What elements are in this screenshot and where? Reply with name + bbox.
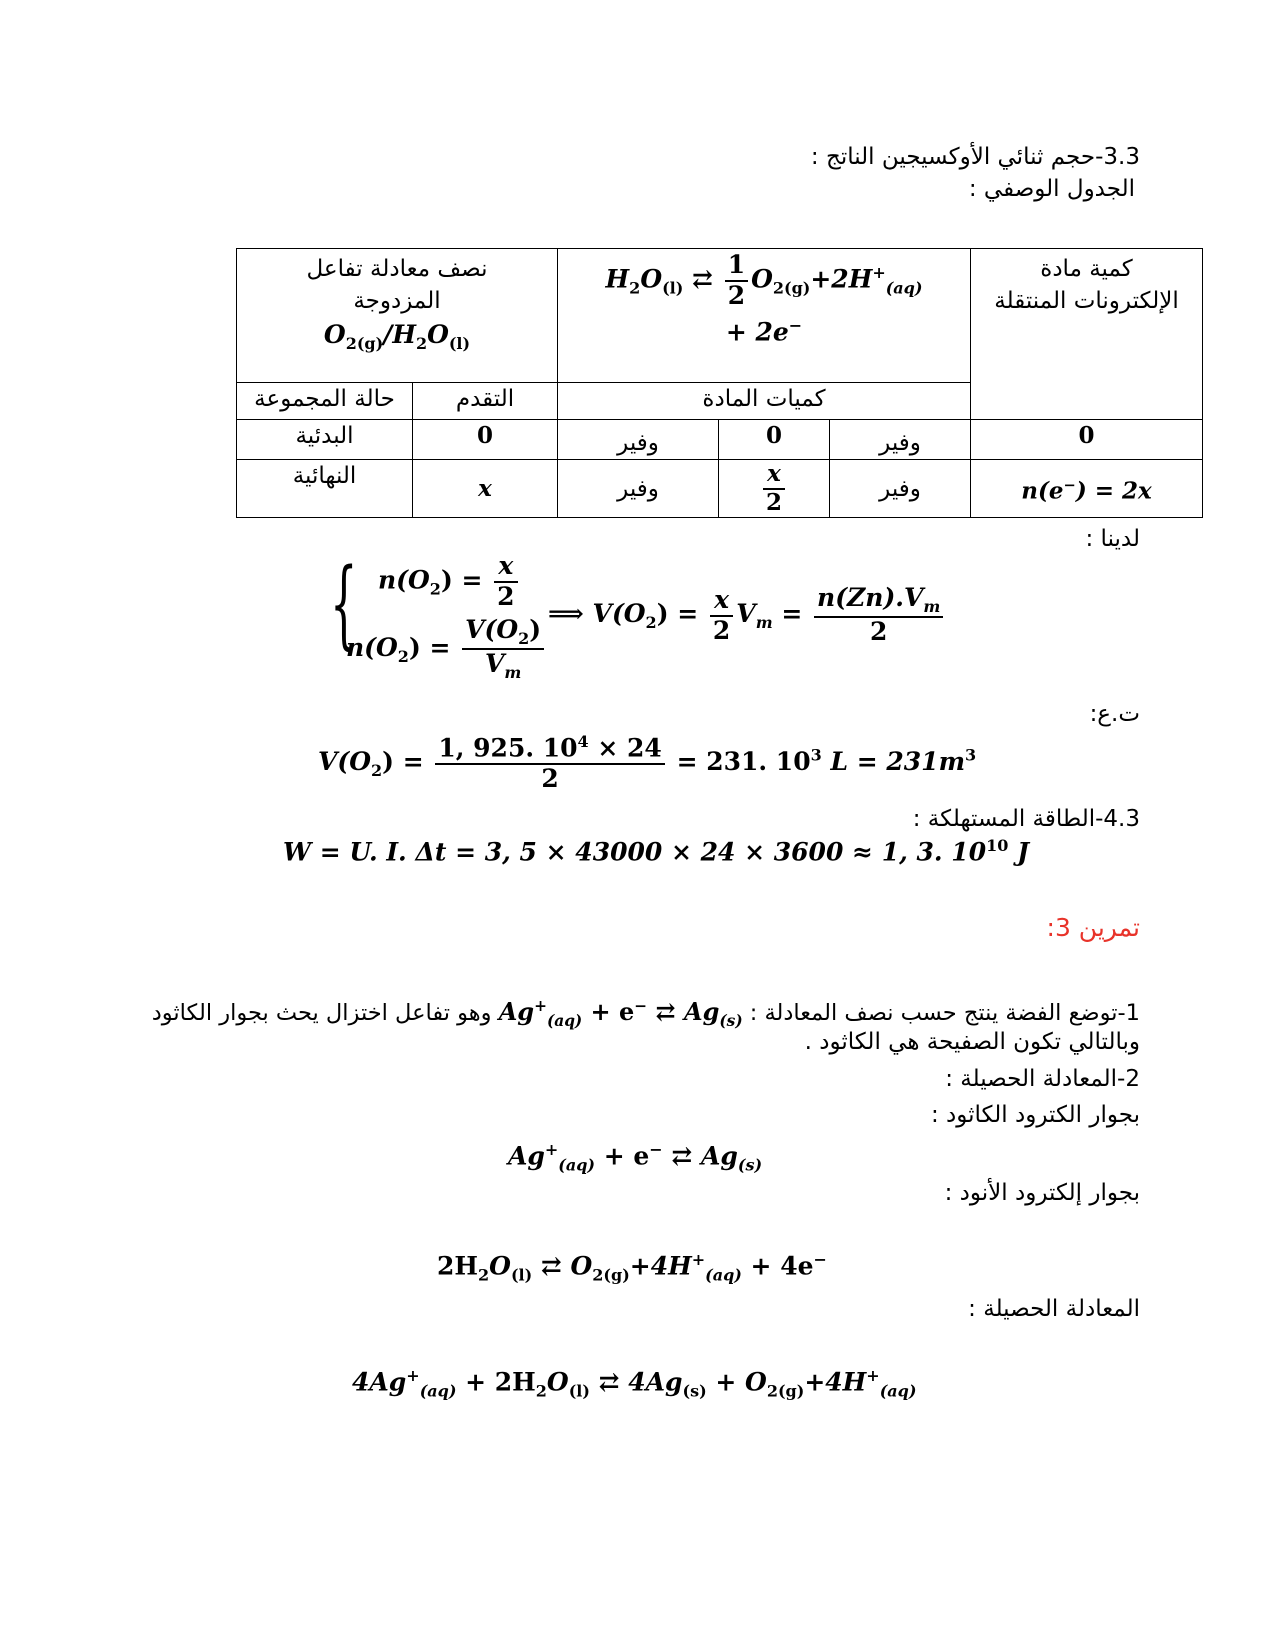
numeric-equation: $V(O_2)$ = $\frac{1, 925. 10^4 \times 24}{2}$ = 231. $10^3$ $L = 231m^3$	[318, 732, 977, 794]
advancement-initial: 0	[413, 420, 558, 460]
overall-equation: $4Ag^+_{(aq)} + 2H_2O_{(l)}$ ⇄ $4Ag_{(s)} + O_{2(g)}+4H^+_{(aq)}$	[352, 1366, 917, 1401]
section-4-3-heading: 4.3-الطاقة المستهلكة :	[912, 806, 1140, 832]
electrons-header-line2: الإلكترونات المنتقلة	[994, 288, 1179, 314]
state-initial: البدئية	[237, 420, 413, 460]
half-reaction-label-line1: نصف معادلة تفاعل	[306, 256, 488, 282]
section-3-3-heading: 3.3-حجم ثنائي الأوكسيجين الناتج :	[810, 144, 1140, 170]
given-label: لدينا :	[1085, 526, 1140, 552]
system-result: ⟹ $V(O_2)$ = $\frac{x}{2}$ $V_m$ = $\frac{n(Zn).V_m}{2}$	[548, 584, 946, 647]
protons-initial: وفير	[830, 420, 971, 460]
state-final: النهائية	[237, 460, 413, 518]
exercise-part-2-heading: 2-المعادلة الحصيلة :	[945, 1066, 1140, 1092]
exercise-title: تمرين 3:	[1046, 913, 1140, 942]
exercise-paragraph-1: 1-توضع الفضة ينتج حسب نصف المعادلة : $Ag^+_{(aq)} + e^-$ ⇄ $Ag_{(s)}$ وهو تفاعل اختزال يحث بجوار الكاثود	[152, 990, 1140, 1037]
table-label: الجدول الوصفي :	[968, 176, 1135, 202]
electrons-header-cell	[971, 249, 1203, 420]
cathode-equation: $Ag^+_{(aq)} + e^-$ ⇄ $Ag_{(s)}$	[508, 1140, 763, 1175]
advancement-final: x	[413, 460, 558, 518]
cathode-label: بجوار الكترود الكاثود :	[930, 1102, 1140, 1128]
half-equation-cell	[558, 249, 971, 383]
electrons-final: n(e−) = 2x	[971, 460, 1203, 518]
water-initial: وفير	[558, 420, 719, 460]
half-reaction-label-line2: المزدوجة	[353, 288, 441, 314]
table-row	[237, 460, 1203, 518]
overall-label: المعادلة الحصيلة :	[968, 1296, 1140, 1322]
electrons-initial: 0	[971, 420, 1203, 460]
half-reaction-label-cell	[237, 249, 558, 383]
water-final: وفير	[558, 460, 719, 518]
half-equation: $H_2O_{(l)}$ ⇄ $\frac{1}{2}$ $O_{2(g)}+2H^+_{(aq)}$ + 2e−	[605, 250, 923, 346]
system-line-2: $n(O_2)$ = $\frac{V(O_2)}{V_m}$	[346, 616, 547, 683]
oxygen-initial: 0	[719, 420, 830, 460]
anode-label: بجوار إلكترود الأنود :	[944, 1180, 1140, 1206]
electrons-header-line1: كمية مادة	[1040, 256, 1133, 282]
exercise-paragraph-1-line2: وبالتالي تكون الصفيحة هي الكاثود .	[804, 1029, 1140, 1055]
anode-equation: $2H_2O_{(l)}$ ⇄ $O_{2(g)}+4H^+_{(aq)} + 4e^-$	[437, 1250, 827, 1285]
protons-final: وفير	[830, 460, 971, 518]
quantities-header: كميات المادة	[558, 383, 971, 420]
silver-half-equation: $Ag^+_{(aq)} + e^-$ ⇄ $Ag_{(s)}$	[498, 997, 743, 1030]
left-brace: {	[330, 548, 358, 660]
oxygen-final: $\frac{x}{2}$	[719, 460, 830, 518]
system-line-1: $n(O_2)$ = $\frac{x}{2}$	[378, 552, 521, 612]
table-row	[237, 420, 1203, 460]
advancement-header: التقدم	[413, 383, 558, 420]
energy-equation: W = U. I. Δt = 3, 5 × 43000 × 24 × 3600 ≈ 1, 3. $10^{10}$ J	[283, 836, 1029, 867]
state-header: حالة المجموعة	[237, 383, 413, 420]
numeric-label: ت.ع:	[1089, 701, 1140, 727]
descriptive-table	[236, 248, 1203, 518]
couple-formula: $O_{2(g)}/H_2O_{(l)}$	[323, 320, 471, 353]
